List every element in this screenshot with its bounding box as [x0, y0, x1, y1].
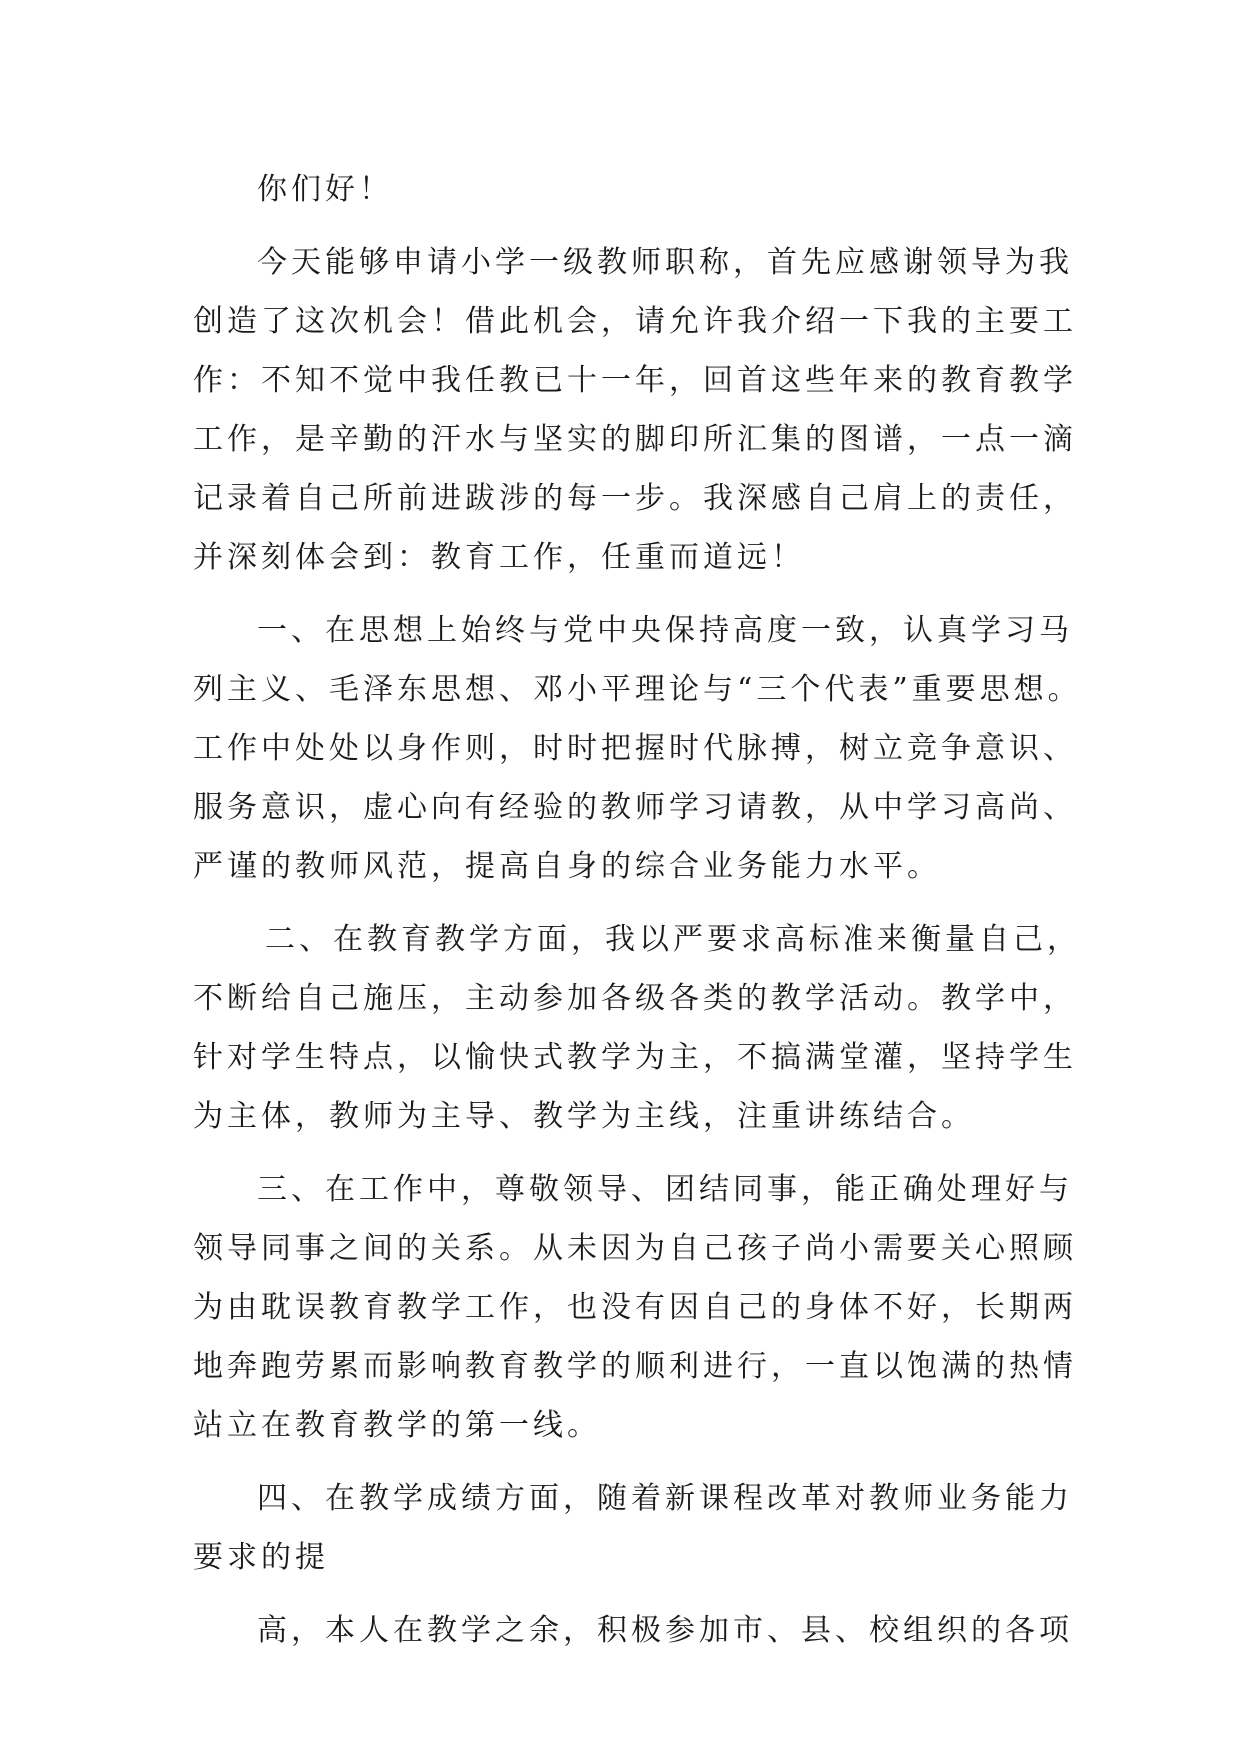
paragraph-intro-line: 记录着自己所前进跋涉的每一步。我深感自己肩上的责任， [193, 481, 1077, 516]
paragraph-two-line: 针对学生特点，以愉快式教学为主，不搞满堂灌，坚持学生 [193, 1040, 1077, 1075]
paragraph-three-line: 为由耽误教育教学工作，也没有因自己的身体不好，长期两 [193, 1290, 1077, 1325]
paragraph-one-line: 严谨的教师风范，提高自身的综合业务能力水平。 [193, 849, 941, 884]
paragraph-intro-line: 今天能够申请小学一级教师职称，首先应感谢领导为我 [257, 245, 1073, 280]
paragraph-intro-line: 并深刻体会到：教育工作，任重而道远！ [193, 540, 805, 575]
paragraph-one-line: 服务意识，虚心向有经验的教师学习请教，从中学习高尚、 [193, 790, 1077, 825]
paragraph-two-line: 不断给自己施压，主动参加各级各类的教学活动。教学中， [193, 981, 1077, 1016]
paragraph-gap [193, 1146, 1053, 1160]
paragraph-three-line: 地奔跑劳累而影响教育教学的顺利进行，一直以饱满的热情 [193, 1349, 1077, 1384]
paragraph-one-line: 一、在思想上始终与党中央保持高度一致，认真学习马 [257, 613, 1073, 648]
paragraph-gap [193, 219, 1053, 233]
paragraph-one-line: 列主义、毛泽东思想、邓小平理论与“三个代表”重要思想。 [193, 672, 1082, 707]
paragraph-one-line: 工作中处处以身作则，时时把握时代脉搏，树立竞争意识、 [193, 731, 1077, 766]
paragraph-two-line: 为主体，教师为主导、教学为主线，注重讲练结合。 [193, 1099, 975, 1134]
document-body [193, 160, 1082, 1660]
greeting-line: 你们好！ [257, 172, 393, 207]
paragraph-three-line: 领导同事之间的关系。从未因为自己孩子尚小需要关心照顾 [193, 1231, 1077, 1266]
paragraph-gap [193, 1587, 1053, 1601]
paragraph-four-line: 要求的提 [193, 1540, 329, 1575]
paragraph-gap [193, 587, 1053, 601]
paragraph-intro-line: 创造了这次机会！借此机会，请允许我介绍一下我的主要工 [193, 304, 1077, 339]
paragraph-four-line: 四、在教学成绩方面，随着新课程改革对教师业务能力 [257, 1481, 1073, 1516]
paragraph-gap [193, 1455, 1053, 1469]
paragraph-three-line: 三、在工作中，尊敬领导、团结同事，能正确处理好与 [257, 1172, 1073, 1207]
paragraph-gap [193, 896, 1053, 910]
paragraph-three-line: 站立在教育教学的第一线。 [193, 1408, 601, 1443]
paragraph-five-line: 高，本人在教学之余，积极参加市、县、校组织的各项 [257, 1613, 1073, 1648]
paragraph-intro-line: 作：不知不觉中我任教已十一年，回首这些年来的教育教学 [193, 363, 1077, 398]
paragraph-intro-line: 工作，是辛勤的汗水与坚实的脚印所汇集的图谱，一点一滴 [193, 422, 1077, 457]
paragraph-two-line: 二、在教育教学方面，我以严要求高标准来衡量自己， [265, 922, 1081, 957]
